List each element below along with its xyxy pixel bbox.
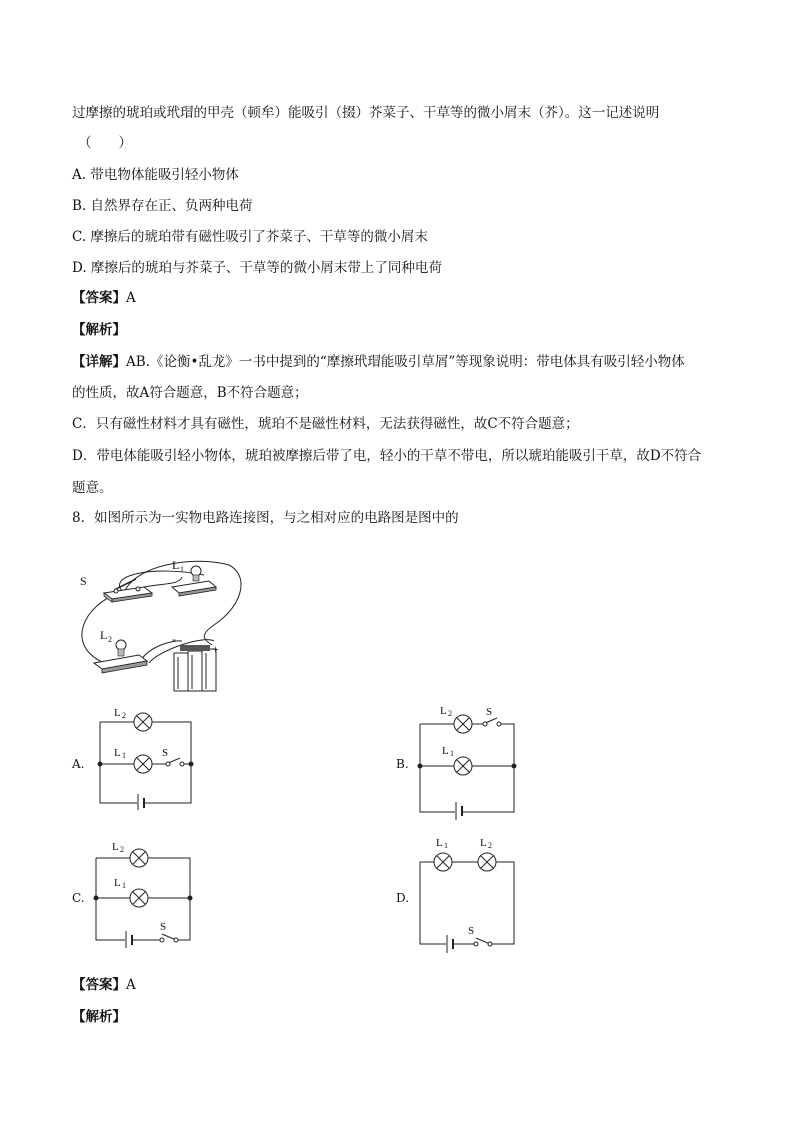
physical-circuit-figure [64,545,254,695]
circuit-c [86,836,206,948]
svg-text:1: 1 [444,841,448,850]
svg-text:L: L [114,707,121,719]
lamp-l1-icon [434,853,452,871]
detail-text: AB.《论衡•乱龙》一书中提到的“摩擦玳瑁能吸引草屑”等现象说明：带电体具有吸引轻小物体 [126,354,685,370]
svg-text:L: L [440,705,447,717]
q7-detail-line2: 的性质，故A符合题意，B不符合题意； [72,385,308,401]
svg-text:S: S [486,706,493,718]
answer-tag: 【答案】 [72,977,126,993]
battery-pack [174,645,216,691]
svg-text:S: S [468,925,475,937]
q8-analysis-tag: 【解析】 [72,1009,126,1025]
label-l2: L [100,628,108,642]
lamp-l1-icon [454,757,472,775]
label-l1-sub: 1 [180,565,184,574]
label-l2-sub: 2 [108,635,112,644]
answer-tag: 【答案】 [72,290,126,306]
circuit-d [410,832,530,956]
option-d-label: D. [396,891,410,905]
label-plus: + [212,642,219,656]
circuit-b [410,700,530,820]
q8-answer [72,976,136,994]
q7-option-c: C. 摩擦后的琥珀带有磁性吸引了芥菜子、干草等的微小屑末 [72,229,428,245]
option-b-label: B. [396,757,409,771]
q7-option-d: D. 摩擦后的琥珀与芥菜子、干草等的微小屑末带上了同种电荷 [72,260,442,276]
lamp-l1-icon [130,889,148,907]
option-c-label: C. [72,891,85,905]
q7-detail-line4: D．带电体能吸引轻小物体，琥珀被摩擦后带了电，轻小的干草不带电，所以琥珀能吸引干草，故D不符合 [72,448,702,464]
svg-text:1: 1 [122,751,126,760]
q7-answer [72,289,136,307]
lamp-l1-icon [134,755,152,773]
svg-text:2: 2 [122,711,126,720]
label-s: S [80,574,87,588]
svg-text:L: L [112,841,119,853]
svg-text:L: L [442,745,449,757]
svg-text:L: L [114,747,121,759]
q7-stem-line2: （ ） [78,135,132,151]
svg-text:L: L [114,877,121,889]
label-l1: L [172,558,180,572]
svg-text:1: 1 [122,881,126,890]
svg-text:L: L [436,837,443,849]
lamp-l2-icon [130,849,148,867]
detail-tag: 【详解】 [72,354,126,370]
label-minus: - [172,632,176,646]
q7-analysis-tag: 【解析】 [72,322,126,338]
lamp-l2-icon [478,853,496,871]
answer-value: A [126,290,136,306]
circuit-a [90,700,210,810]
q8-stem: 8．如图所示为一实物电路连接图，与之相对应的电路图是图中的 [72,510,459,526]
lamp-l2-icon [134,713,152,731]
answer-value: A [126,977,136,993]
svg-text:S: S [160,921,167,933]
q7-detail-line1 [72,353,685,371]
svg-text:L: L [480,837,487,849]
q7-detail-line3: C．只有磁性材料才具有磁性，琥珀不是磁性材料，无法获得磁性，故C不符合题意； [72,416,579,432]
svg-text:2: 2 [120,845,124,854]
svg-text:S: S [162,747,169,759]
svg-text:2: 2 [448,709,452,718]
q7-detail-line5: 题意。 [72,480,113,496]
svg-text:1: 1 [450,749,454,758]
lamp-l2-icon [454,715,472,733]
option-a-label: A. [72,757,85,771]
q7-option-a: A. 带电物体能吸引轻小物体 [72,167,239,183]
svg-text:2: 2 [488,841,492,850]
q7-option-b: B. 自然界存在正、负两种电荷 [72,198,253,214]
q7-stem-line1: 过摩擦的琥珀或玳瑁的甲壳（顿牟）能吸引（掇）芥菜子、干草等的微小屑末（芥）。这一记述说明 [72,105,660,121]
